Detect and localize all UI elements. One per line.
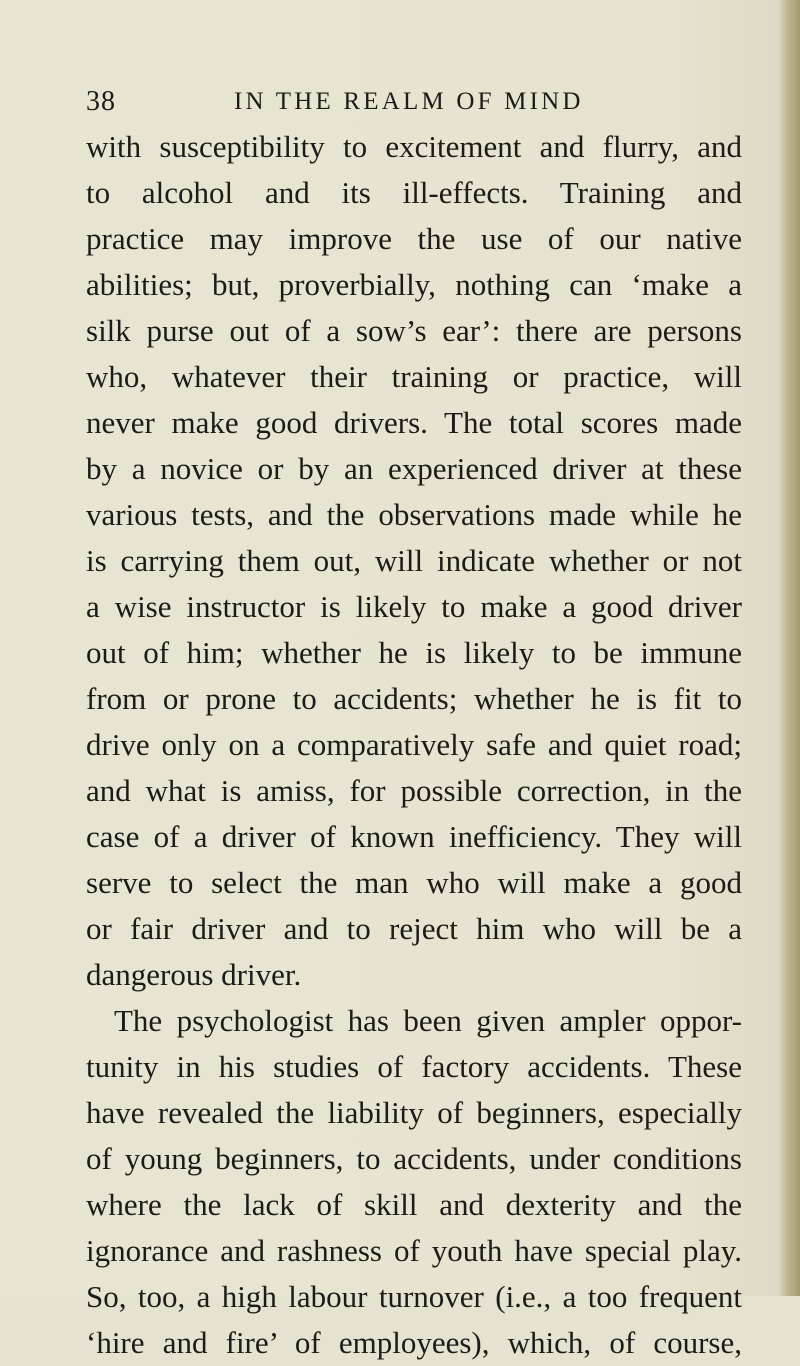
text-line: and what is amiss, for possible correction, in the [86, 773, 742, 808]
text-line: or fair driver and to reject him who will be a [86, 911, 742, 946]
text-line: abilities; but, proverbially, nothing can ‘make a [86, 267, 742, 302]
text-line: silk purse out of a sow’s ear’: there are persons [86, 313, 742, 348]
text-line: who, whatever their training or practice, will [86, 359, 742, 394]
text-line: various tests, and the observations made while he [86, 497, 742, 532]
page-number: 38 [86, 86, 116, 117]
text-line: to alcohol and its ill-effects. Training and [86, 175, 742, 210]
text-line: never make good drivers. The total scores made [86, 405, 742, 440]
page-header [86, 84, 726, 120]
text-line: dangerous driver. [86, 957, 302, 992]
text-line: where the lack of skill and dexterity and the [86, 1187, 742, 1222]
text-line: The psychologist has been given ampler oppor- [114, 1003, 742, 1038]
text-line: have revealed the liability of beginners, especially [86, 1095, 742, 1130]
text-line: tunity in his studies of factory accidents. These [86, 1049, 742, 1084]
text-line: by a novice or by an experienced driver at these [86, 451, 742, 486]
text-line: ignorance and rashness of youth have special play. [86, 1233, 742, 1268]
text-line: out of him; whether he is likely to be immune [86, 635, 742, 670]
text-line: practice may improve the use of our native [86, 221, 742, 256]
running-head: IN THE REALM OF MIND [234, 88, 584, 115]
text-line: drive only on a comparatively safe and quiet road; [86, 727, 742, 762]
text-line: with susceptibility to excitement and flurry, and [86, 129, 742, 164]
page-edge-shadow [778, 0, 800, 1296]
text-line: serve to select the man who will make a good [86, 865, 742, 900]
text-line: So, too, a high labour turnover (i.e., a too frequent [86, 1279, 742, 1314]
text-line: of young beginners, to accidents, under conditions [86, 1141, 742, 1176]
text-line: ‘hire and fire’ of employees), which, of course, [86, 1325, 742, 1360]
body-text [86, 124, 742, 1366]
text-line: case of a driver of known inefficiency. They will [86, 819, 742, 854]
text-line: a wise instructor is likely to make a good driver [86, 589, 742, 624]
text-line: is carrying them out, will indicate whether or not [86, 543, 742, 578]
text-line: from or prone to accidents; whether he is fit to [86, 681, 742, 716]
